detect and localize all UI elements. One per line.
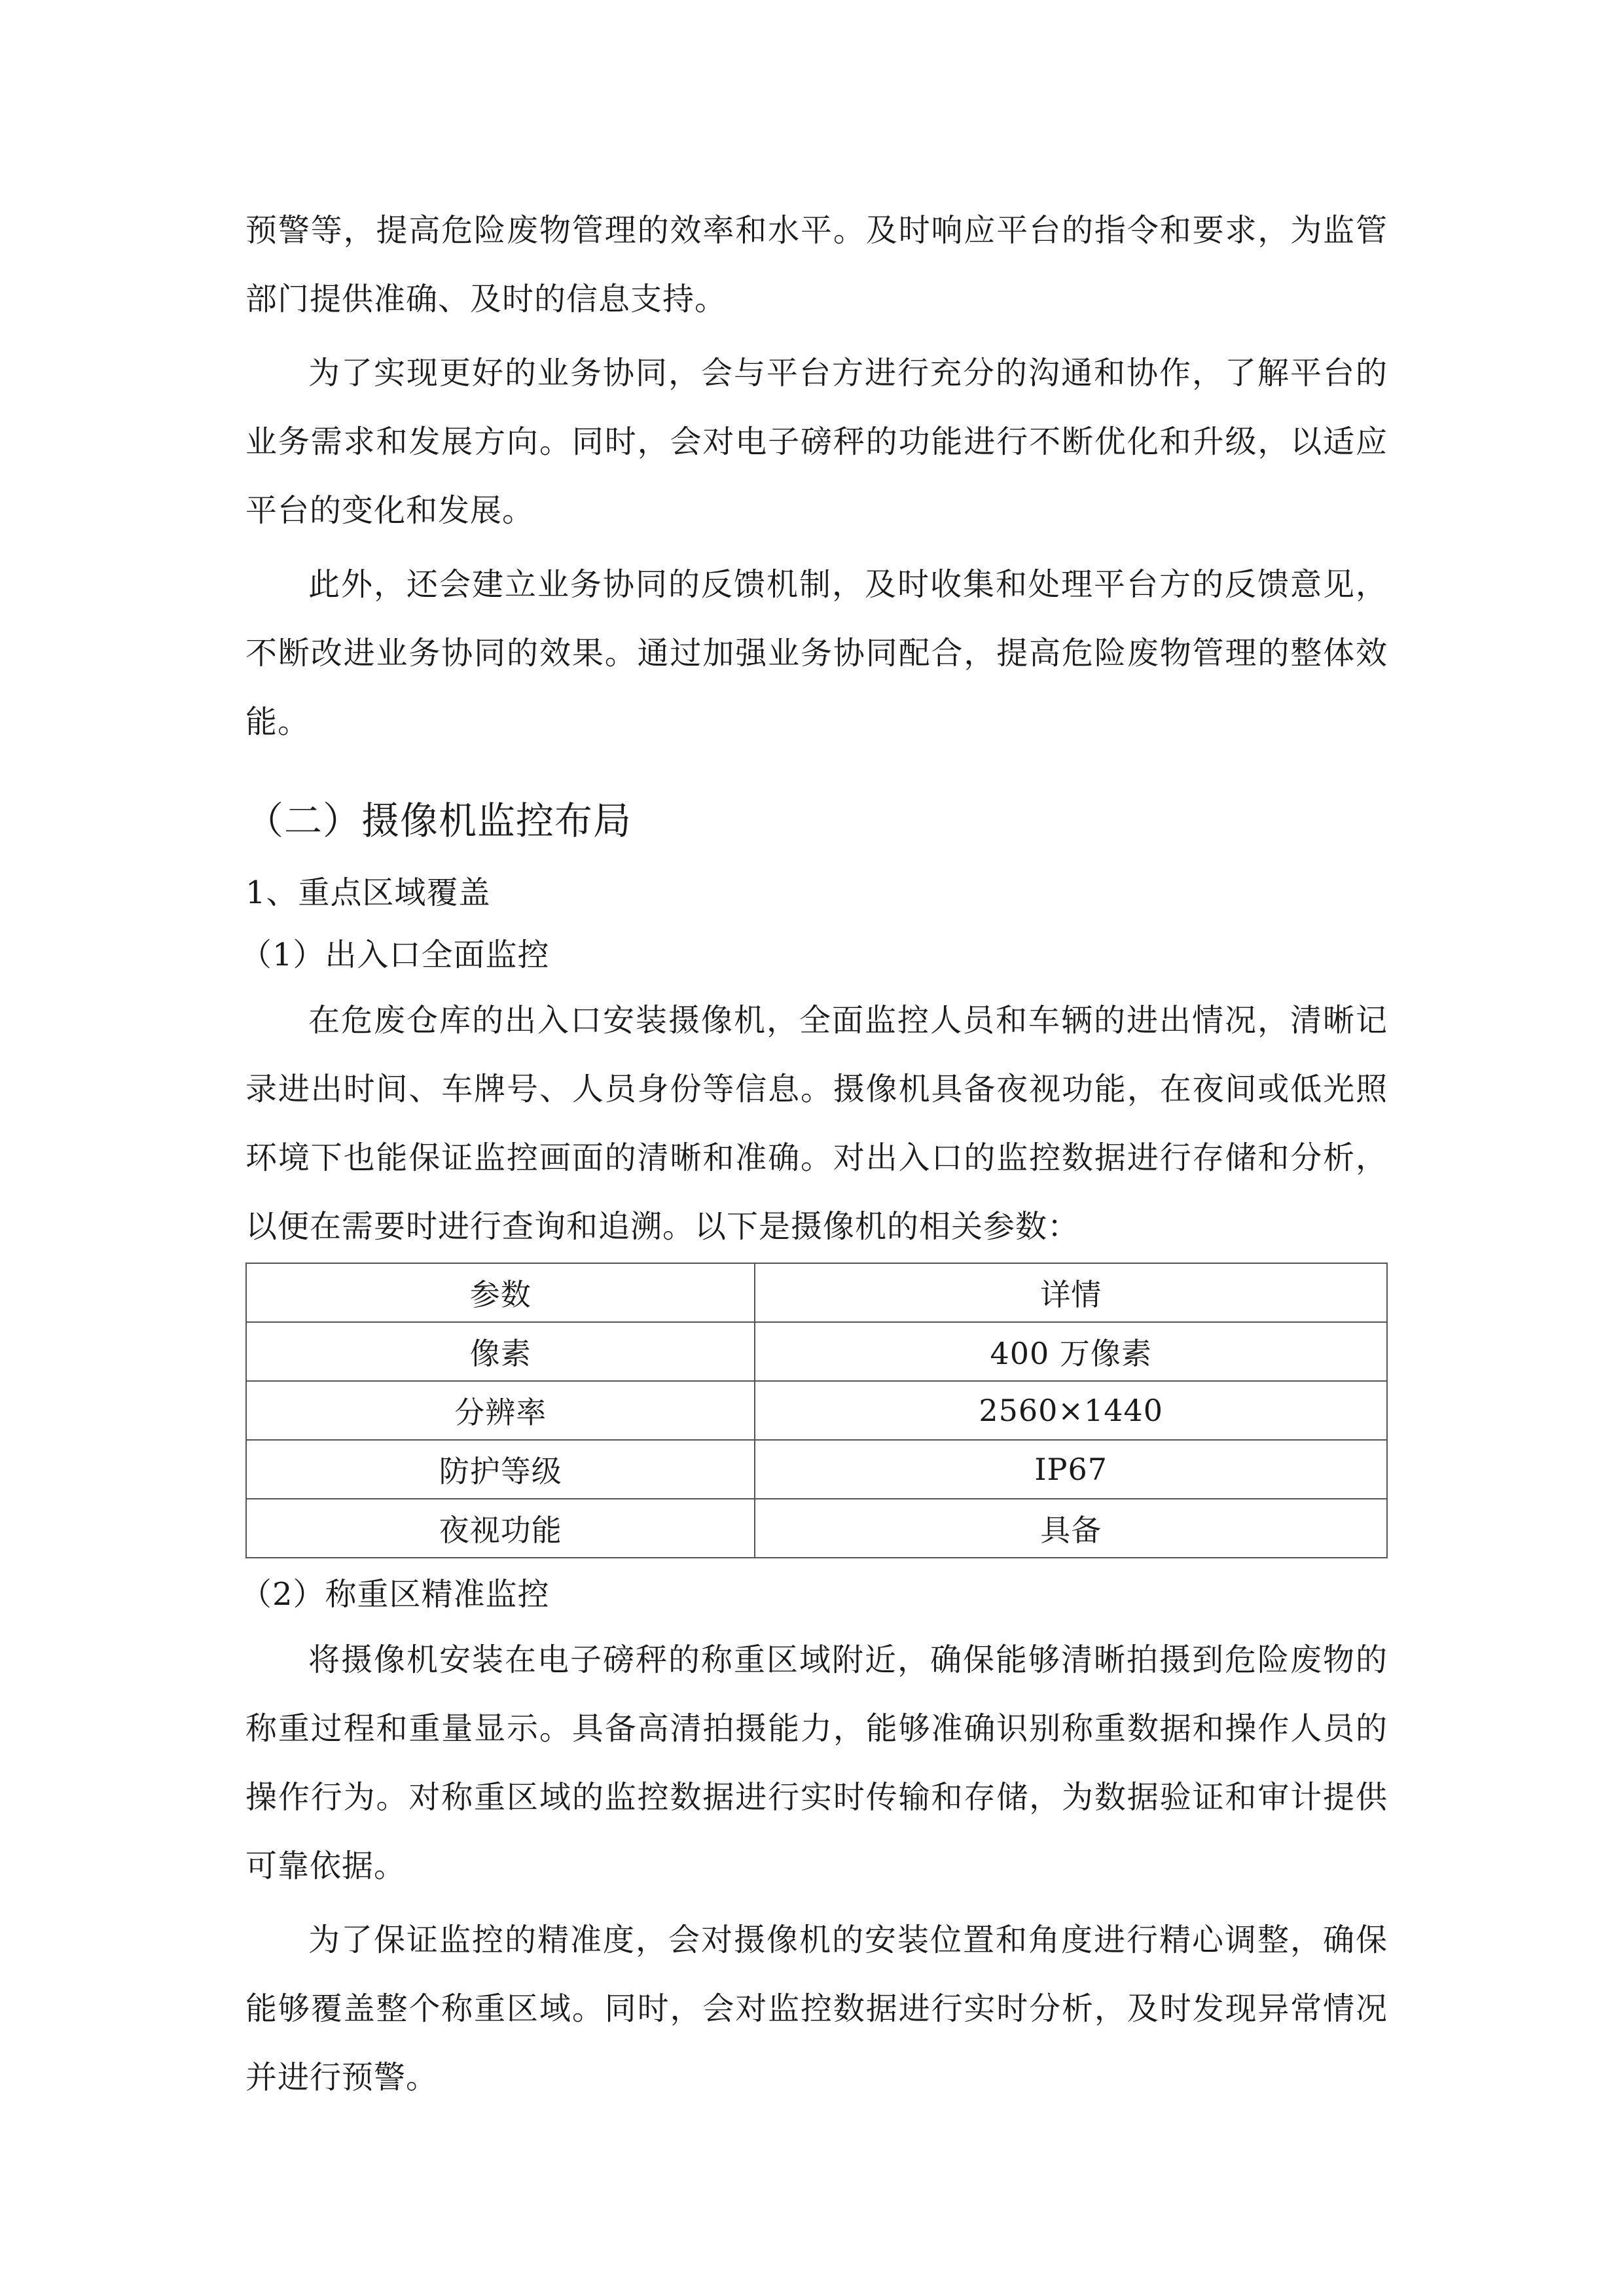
table-row: [246, 1381, 1387, 1440]
camera-spec-table: [245, 1263, 1388, 1558]
paragraph-business-coordination: 为了实现更好的业务协同，会与平台方进行充分的沟通和协作，了解平台的业务需求和发展方向。同时，会对电子磅秤的功能进行不断优化和升级，以适应平台的变化和发展。: [245, 355, 1388, 529]
table-cell-param: 像素: [246, 1322, 755, 1381]
table-row: [246, 1499, 1387, 1558]
table-cell-detail: IP67: [755, 1440, 1387, 1499]
item-1-title: （1）出入口全面监控: [240, 937, 550, 973]
paragraph-monitoring-precision: 为了保证监控的精准度，会对摄像机的安装位置和角度进行精心调整，确保能够覆盖整个称重区域。同时，会对监控数据进行实时分析，及时发现异常情况并进行预警。: [245, 1922, 1388, 2096]
table-cell-detail: 400 万像素: [755, 1322, 1387, 1381]
paragraph-feedback-mechanism: 此外，还会建立业务协同的反馈机制，及时收集和处理平台方的反馈意见，不断改进业务协同的效果。通过加强业务协同配合，提高危险废物管理的整体效能。: [245, 566, 1388, 740]
paragraph-weighing-monitoring: 将摄像机安装在电子磅秤的称重区域附近，确保能够清晰拍摄到危险废物的称重过程和重量显示。具备高清拍摄能力，能够准确识别称重数据和操作人员的操作行为。对称重区域的监控数据进行实时传输和存储，为数据验证和审计提供可靠依据。: [245, 1641, 1388, 1884]
table-header-cell: 参数: [246, 1263, 755, 1322]
paragraph-entrance-monitoring: 在危废仓库的出入口安装摄像机，全面监控人员和车辆的进出情况，清晰记录进出时间、车牌号、人员身份等信息。摄像机具备夜视功能，在夜间或低光照环境下也能保证监控画面的清晰和准确。对出入口的监控数据进行存储和分析，以便在需要时进行查询和追溯。以下是摄像机的相关参数：: [245, 1002, 1388, 1245]
table-cell-detail: 2560×1440: [755, 1381, 1387, 1440]
section-heading: （二）摄像机监控布局: [245, 798, 632, 843]
table-header-cell: 详情: [755, 1263, 1387, 1322]
table-cell-param: 夜视功能: [246, 1499, 755, 1558]
table-cell-param: 防护等级: [246, 1440, 755, 1499]
table-row: [246, 1322, 1387, 1381]
paragraph-continuation: 预警等，提高危险废物管理的效率和水平。及时响应平台的指令和要求，为监管部门提供准确、及时的信息支持。: [245, 212, 1388, 317]
subsection-title: 1、重点区域覆盖: [245, 874, 491, 911]
table-cell-detail: 具备: [755, 1499, 1387, 1558]
table-row: [246, 1440, 1387, 1499]
item-2-title: （2）称重区精准监控: [240, 1576, 550, 1613]
table-cell-param: 分辨率: [246, 1381, 755, 1440]
document-page: [240, 196, 1388, 2112]
table-header-row: [246, 1263, 1387, 1322]
